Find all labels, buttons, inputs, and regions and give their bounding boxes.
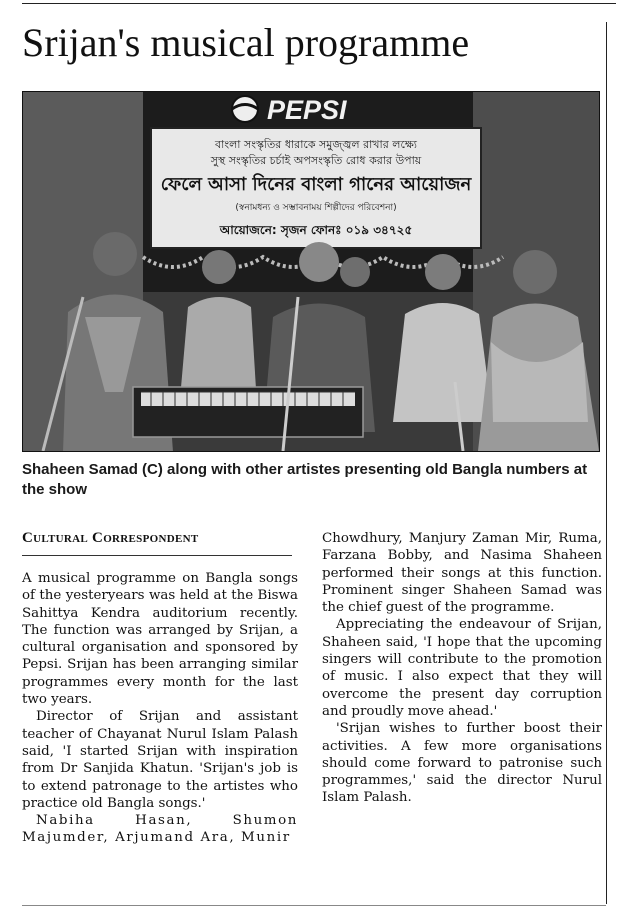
svg-text:(স্বনামধন্য ও সম্ভাবনাময় শিল্: (স্বনামধন্য ও সম্ভাবনাময় শিল্পীদের পরিবেশনা)	[235, 203, 397, 213]
headline: Srijan's musical programme	[22, 20, 470, 65]
paragraph: Appreciating the endeavour of Srijan, Shaheen said, 'I hope that the upcoming singers will contribute to the promotion of music. I also expect that they will overcome the present day corruption and proudly move ahead.'	[322, 617, 602, 719]
byline-rule	[22, 555, 292, 556]
event-banner	[151, 128, 481, 248]
article-column-right	[322, 530, 602, 807]
photo-illustration	[23, 92, 599, 451]
svg-text:সুস্থ সংস্কৃতির চর্চাই অপসংস্ক: সুস্থ সংস্কৃতির চর্চাই অপসংস্কৃতি রোধ করার উপায়	[210, 154, 422, 167]
column-rule	[606, 22, 607, 904]
bottom-rule	[22, 905, 606, 906]
photo-caption: Shaheen Samad (C) along with other artistes presenting old Bangla numbers at the show	[22, 461, 588, 498]
svg-text:PEPSI: PEPSI	[267, 95, 347, 125]
article-column-left	[22, 570, 298, 847]
svg-text:ফেলে আসা দিনের বাংলা গানের আয়: ফেলে আসা দিনের বাংলা গানের আয়োজন	[160, 174, 472, 195]
top-rule	[22, 3, 616, 4]
svg-text:বাংলা সংস্কৃতির ধারাকে সমুজ্জ্: বাংলা সংস্কৃতির ধারাকে সমুজ্জ্বল রাখার লক্ষ্যে	[215, 138, 417, 151]
news-photo	[22, 91, 600, 452]
paragraph: Nabiha Hasan, Shumon Majumder, Arjumand Ara, Munir	[22, 813, 298, 846]
svg-text:আয়োজনে: সৃজন ফোনঃ ০১৯ ৩৪৭২৫: আয়োজনে: সৃজন ফোনঃ ০১৯ ৩৪৭২৫	[219, 223, 413, 237]
pepsi-logo	[232, 95, 347, 125]
paragraph: 'Srijan wishes to further boost their activities. A few more organisations should come forward to patronise such programmes,' said the director Nurul Islam Palash.	[322, 721, 602, 806]
paragraph: Chowdhury, Manjury Zaman Mir, Ruma, Farzana Bobby, and Nasima Shaheen performed their songs at this function. Prominent singer Shaheen Samad was the chief guest of the programme.	[322, 531, 602, 616]
paragraph: A musical programme on Bangla songs of the yesteryears was held at the Biswa Sahittya Kendra auditorium recently. The function was arranged by Srijan, a cultural organisation and sponsored by Pepsi. Srijan has been arranging similar programmes every month for the last two years.	[22, 571, 298, 708]
byline: Cultural Correspondent	[22, 530, 199, 546]
harmonium	[133, 387, 363, 437]
paragraph: Director of Srijan and assistant teacher of Chayanat Nurul Islam Palash said, 'I started Srijan with inspiration from Dr Sanjida Khatun. 'Srijan's job is to extend patronage to the artistes who practice old Bangla songs.'	[22, 709, 298, 811]
